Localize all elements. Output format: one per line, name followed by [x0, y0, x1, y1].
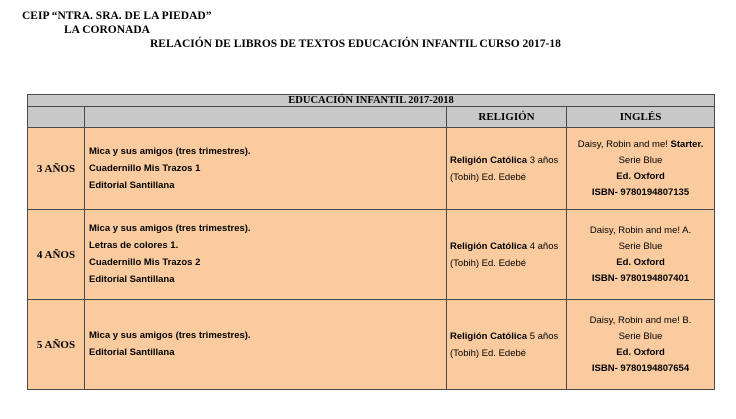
english-isbn: ISBN- 9780194807135 — [591, 187, 690, 198]
age-cell: 3 AÑOS — [28, 128, 85, 210]
english-isbn: ISBN- 9780194807401 — [591, 273, 690, 284]
english-publisher: Ed. Oxford — [616, 171, 665, 182]
religion-publisher: (Tobih) Ed. Edebé — [450, 171, 527, 183]
column-header-row — [28, 107, 715, 128]
age-cell: 4 AÑOS — [28, 210, 85, 300]
english-column-header: INGLÉS — [567, 107, 715, 128]
english-series: Serie Blue — [618, 155, 663, 166]
document-title: RELACIÓN DE LIBROS DE TEXTOS EDUCACIÓN INFANTIL CURSO 2017-18 — [150, 38, 561, 50]
section-title-row — [28, 95, 715, 107]
english-series: Serie Blue — [618, 331, 663, 342]
table-row — [28, 210, 715, 300]
book-line: Editorial Santillana — [89, 274, 175, 285]
table-row — [28, 128, 715, 210]
religion-cell — [447, 128, 567, 210]
english-isbn: ISBN- 9780194807654 — [591, 363, 690, 374]
english-publisher: Ed. Oxford — [616, 257, 665, 268]
religion-age: 4 años — [527, 240, 559, 252]
english-title-text: Daisy, Robin and me! B. — [589, 315, 692, 326]
english-cell — [567, 128, 715, 210]
locality-name: LA CORONADA — [64, 24, 150, 36]
age-cell: 5 AÑOS — [28, 300, 85, 390]
book-line: Cuadernillo Mis Trazos 1 — [89, 162, 201, 174]
english-title-level: Starter. — [670, 139, 704, 150]
english-title — [567, 225, 714, 236]
books-cell — [85, 300, 447, 390]
english-publisher: Ed. Oxford — [616, 347, 665, 358]
book-line: Editorial Santillana — [89, 179, 175, 191]
religion-name: Religión Católica — [450, 240, 528, 252]
english-title-text: Daisy, Robin and me! A. — [589, 225, 692, 236]
english-cell — [567, 210, 715, 300]
english-title-text: Daisy, Robin and me! — [577, 139, 671, 150]
religion-age: 5 años — [527, 330, 559, 342]
book-line: Cuadernillo Mis Trazos 2 — [89, 257, 201, 268]
religion-cell — [447, 300, 567, 390]
religion-publisher: (Tobih) Ed. Edebé — [450, 347, 527, 359]
english-series: Serie Blue — [618, 241, 663, 252]
book-line: Editorial Santillana — [89, 347, 175, 358]
books-cell — [85, 128, 447, 210]
table-row — [28, 300, 715, 390]
school-name: CEIP “NTRA. SRA. DE LA PIEDAD” — [22, 10, 212, 22]
religion-publisher: (Tobih) Ed. Edebé — [450, 257, 527, 269]
section-title: EDUCACIÓN INFANTIL 2017-2018 — [28, 95, 715, 107]
religion-age: 3 años — [527, 154, 559, 166]
religion-cell — [447, 210, 567, 300]
book-line: Letras de colores 1. — [89, 240, 179, 251]
empty-header-cell — [85, 107, 447, 128]
book-line: Mica y sus amigos (tres trimestres). — [89, 145, 251, 157]
book-line: Mica y sus amigos (tres trimestres). — [89, 330, 251, 341]
religion-column-header: RELIGIÓN — [447, 107, 567, 128]
textbooks-table — [27, 94, 715, 390]
books-cell — [85, 210, 447, 300]
english-cell — [567, 300, 715, 390]
book-line: Mica y sus amigos (tres trimestres). — [89, 223, 251, 234]
religion-name: Religión Católica — [450, 154, 528, 166]
english-title — [567, 315, 714, 326]
empty-header-cell — [28, 107, 85, 128]
religion-name: Religión Católica — [450, 330, 528, 342]
english-title — [567, 139, 714, 150]
